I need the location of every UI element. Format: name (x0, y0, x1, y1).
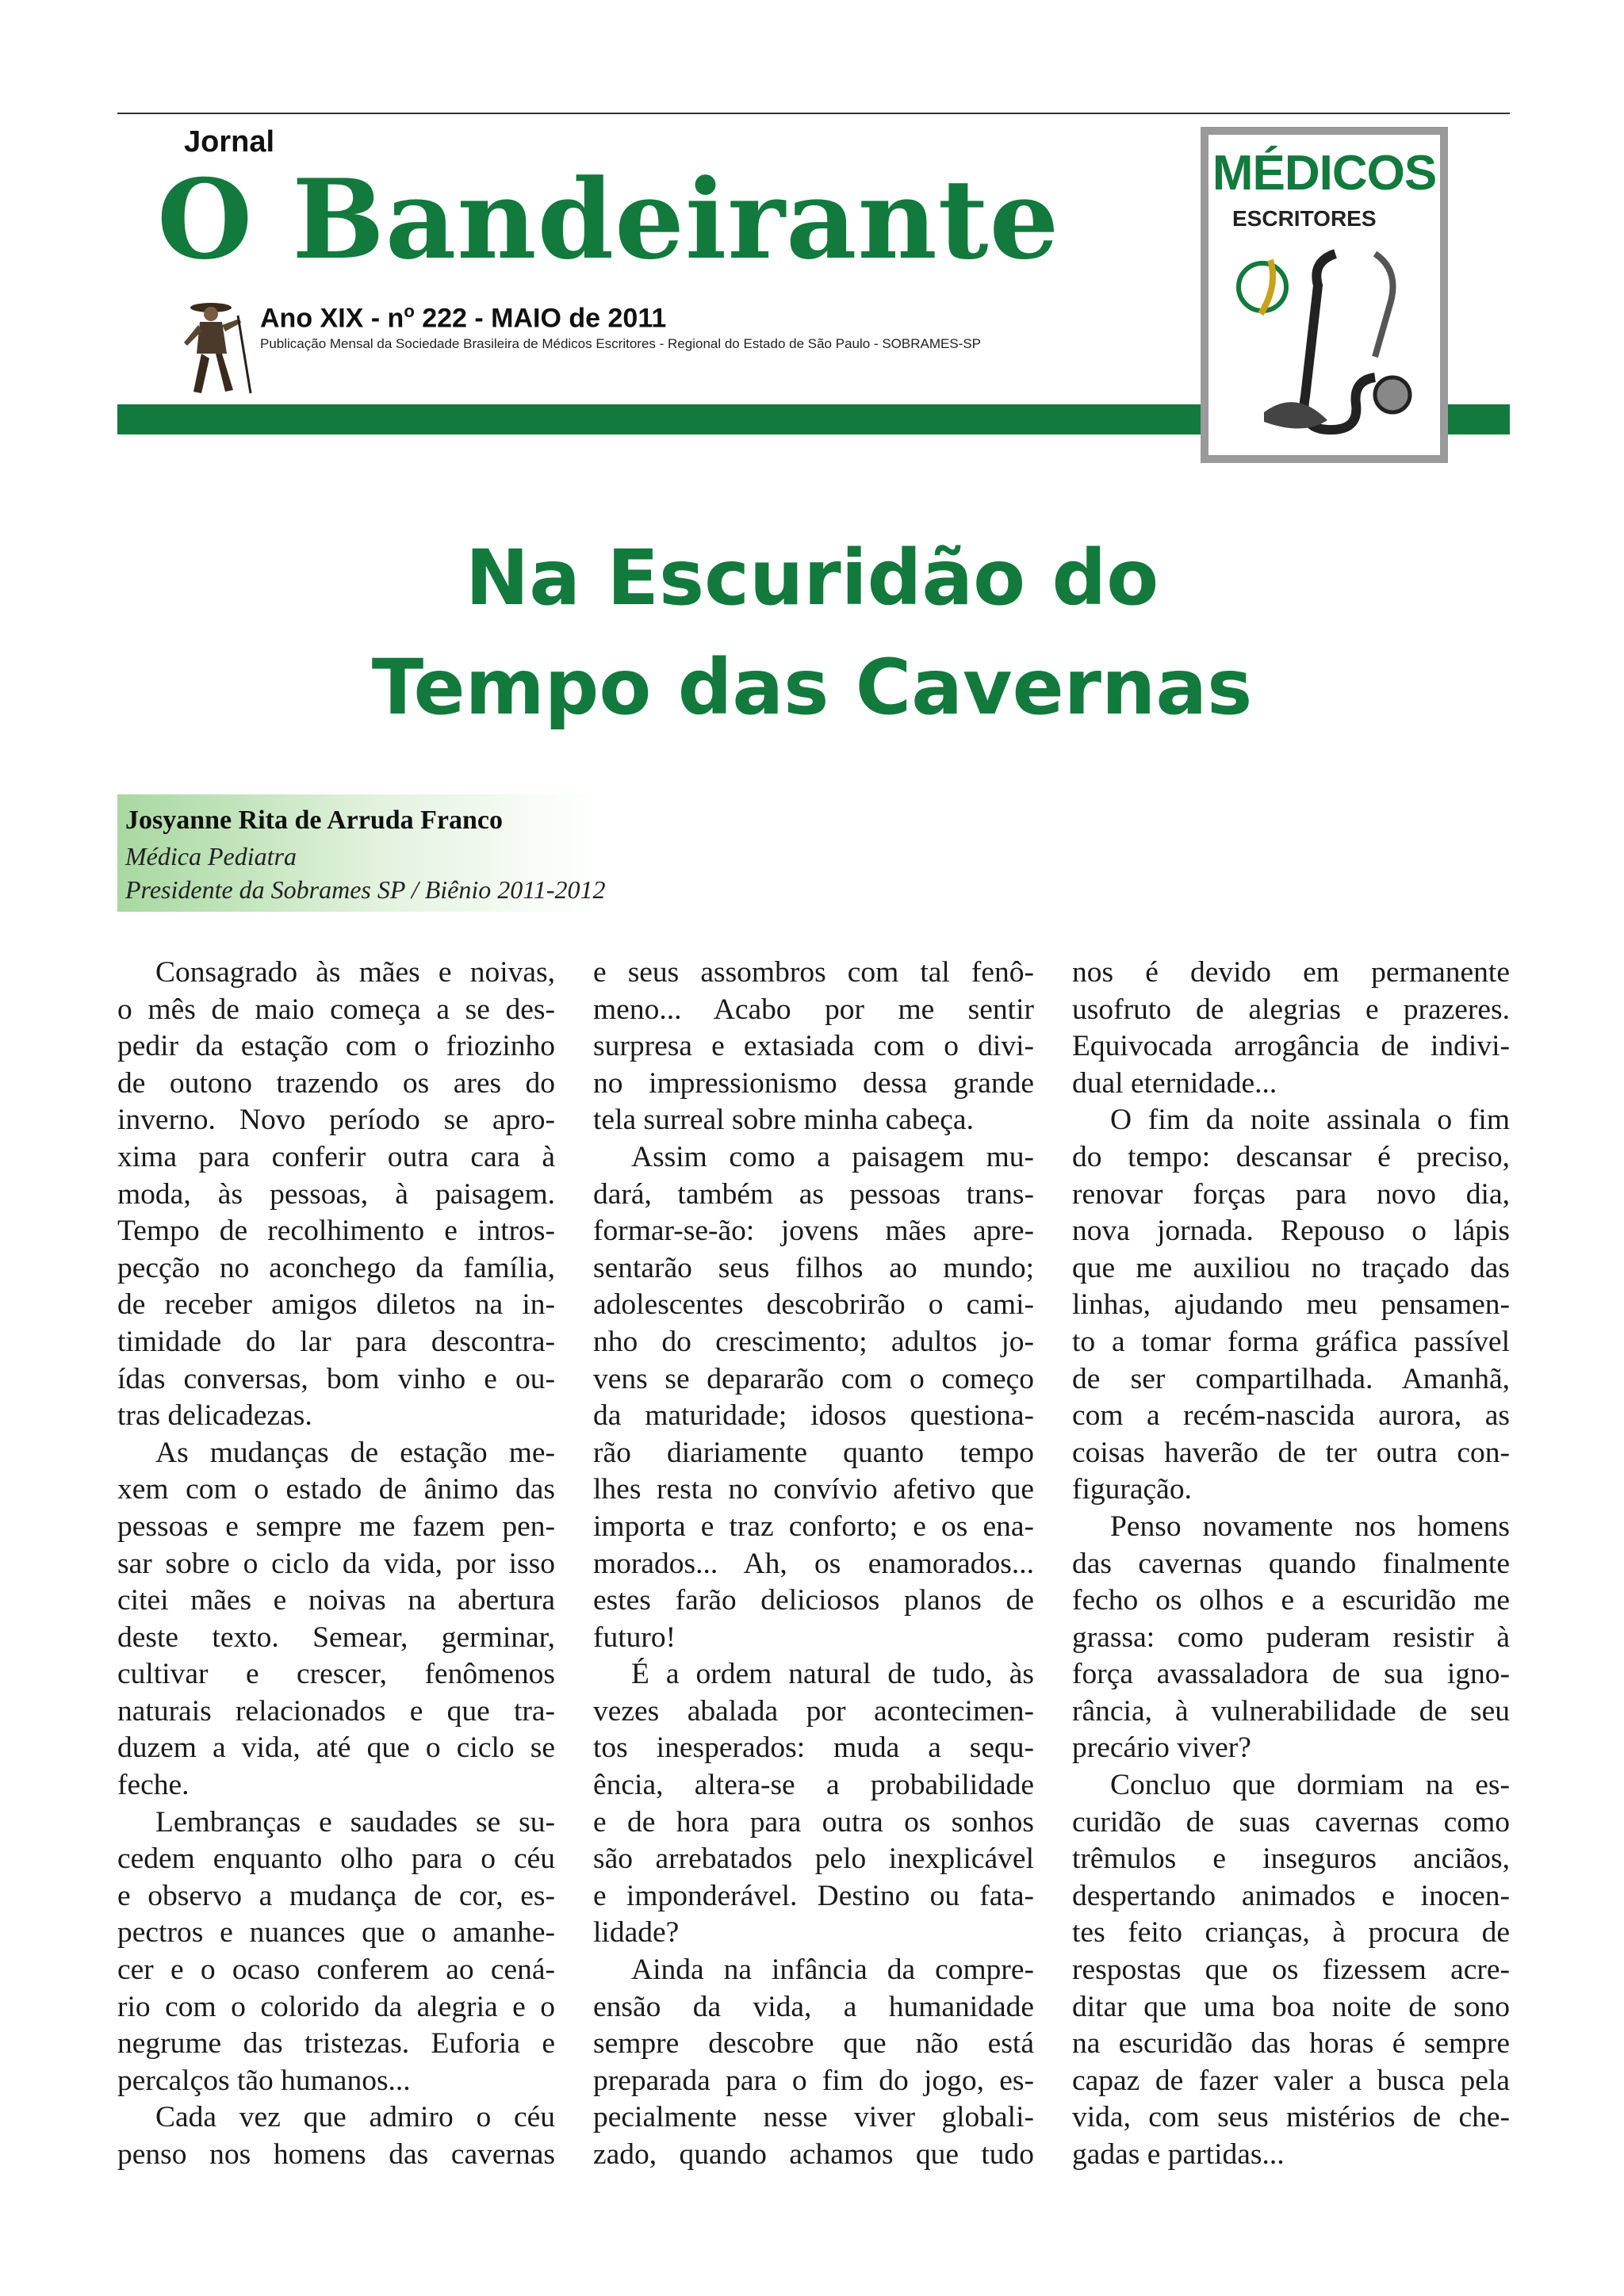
text-line: capaz de fazer valer a busca pela (1072, 2064, 1510, 2097)
text-line: na escuridão das horas é sempre (1072, 2027, 1510, 2061)
text-line: despertando animados e inocen- (1072, 1879, 1510, 1912)
text-line: nos é devido em permanente (1072, 956, 1510, 989)
text-line: cedem enquanto olho para o céu (117, 1843, 555, 1876)
text-line: citei mães e noivas na abertura (117, 1584, 555, 1617)
text-line: tos inesperados: muda a sequ- (593, 1732, 1034, 1765)
text-line: vida, com seus mistérios de che- (1072, 2101, 1510, 2134)
text-line: Equivocada arrogância de indivi- (1072, 1030, 1510, 1063)
text-line: precário viver? (1072, 1732, 1251, 1765)
text-line: xem com o estado de ânimo das (117, 1473, 555, 1506)
text-line: Assim como a paisagem mu- (631, 1140, 1034, 1173)
author-byline (117, 794, 720, 912)
text-line: estes farão deliciosos planos de (593, 1584, 1034, 1617)
stethoscope-icon (1216, 238, 1432, 447)
text-line: de outono trazendo os ares do (117, 1066, 555, 1100)
article-column-3 (1072, 955, 1510, 2174)
text-line: vezes abalada por acontecimen- (593, 1694, 1034, 1728)
author-position: Presidente da Sobrames SP / Biênio 2011-2012 (125, 875, 606, 904)
text-line: adolescentes descobrirão o cami- (593, 1288, 1034, 1322)
text-line: Ainda na infância da compre- (631, 1954, 1034, 1987)
text-line: usofruto de alegrias e prazeres. (1072, 993, 1510, 1026)
text-line: e observo a mudança de cor, es- (117, 1879, 555, 1912)
text-line: linhas, ajudando meu pensamen- (1072, 1288, 1510, 1322)
text-line: no impressionismo dessa grande (593, 1066, 1034, 1100)
text-line: O fim da noite assinala o fim (1110, 1104, 1510, 1137)
text-line: cer e o ocaso conferem ao cená- (117, 1954, 555, 1987)
text-line: ência, altera-se a probabilidade (593, 1769, 1034, 1802)
article-title-line-1: Na Escuridão do (465, 534, 1159, 622)
article-column-1 (117, 955, 555, 2174)
text-line: rão diariamente quanto tempo (593, 1436, 1034, 1469)
publisher-line: Publicação Mensal da Sociedade Brasileira de Médicos Escritores - Regional do Estado de São Paulo - SOBRAMES-SP (260, 336, 982, 351)
text-line: Lembranças e saudades se su- (155, 1805, 555, 1839)
text-line: lhes resta no convívio afetivo que (593, 1473, 1034, 1506)
text-line: morados... Ah, os enamorados... (593, 1547, 1034, 1580)
text-line: meno... Acabo por me sentir (593, 993, 1034, 1026)
text-line: coisas haverão de ter outra con- (1072, 1436, 1510, 1469)
stamp-subtitle: ESCRITORES (1232, 206, 1377, 231)
text-line: penso nos homens das cavernas (117, 2138, 555, 2171)
text-line: moda, às pessoas, à paisagem. (117, 1177, 555, 1211)
text-line: naturais relacionados e que tra- (117, 1694, 555, 1728)
text-line: nho do crescimento; adultos jo- (593, 1325, 1034, 1358)
text-line: pedir da estação com o friozinho (117, 1030, 555, 1063)
text-line: que me auxiliou no traçado das (1072, 1251, 1510, 1284)
text-line: são arrebatados pelo inexplicável (593, 1843, 1034, 1876)
text-line: grassa: como puderam resistir à (1072, 1621, 1510, 1654)
text-line: de ser compartilhada. Amanhã, (1072, 1362, 1510, 1395)
text-line: dual eternidade... (1072, 1066, 1277, 1100)
text-line: das cavernas quando finalmente (1072, 1547, 1510, 1580)
text-line: e de hora para outra os sonhos (593, 1805, 1034, 1839)
text-line: figuração. (1072, 1473, 1192, 1506)
text-line: cultivar e crescer, fenômenos (117, 1658, 555, 1691)
text-line: to a tomar forma gráfica passível (1072, 1325, 1510, 1358)
text-line: timidade do lar para descontra- (117, 1325, 555, 1358)
text-line: curidão de suas cavernas como (1072, 1805, 1510, 1839)
author-name: Josyanne Rita de Arruda Franco (125, 806, 503, 835)
text-line: e seus assombros com tal fenô- (593, 956, 1034, 989)
bandeirante-figure-icon (170, 295, 257, 398)
text-line: Consagrado às mães e noivas, (155, 956, 555, 989)
masthead-title: O Bandeirante (157, 155, 1060, 284)
text-line: preparada para o fim do jogo, es- (593, 2064, 1034, 2097)
text-line: deste texto. Semear, germinar, (117, 1621, 555, 1654)
text-line: dará, também as pessoas trans- (593, 1177, 1034, 1211)
text-line: da maturidade; idosos questiona- (593, 1399, 1034, 1433)
text-line: Tempo de recolhimento e intros- (117, 1215, 555, 1248)
text-line: Penso novamente nos homens (1110, 1510, 1510, 1543)
text-line: feche. (117, 1769, 190, 1802)
article-title-line-2: Tempo das Cavernas (371, 643, 1253, 732)
text-line: pecialmente nesse viver globali- (593, 2101, 1034, 2134)
text-line: importa e traz conforto; e os ena- (593, 1510, 1034, 1543)
text-line: É a ordem natural de tudo, às (631, 1658, 1034, 1691)
text-line: e imponderável. Destino ou fata- (593, 1879, 1034, 1912)
text-line: força avassaladora de sua igno- (1072, 1658, 1510, 1691)
text-line: pessoas e sempre me fazem pen- (117, 1510, 555, 1543)
text-line: trêmulos e inseguros anciãos, (1072, 1843, 1510, 1876)
text-line: pectros e nuances que o amanhe- (117, 1916, 555, 1950)
text-line: rio com o colorido da alegria e o (117, 1990, 555, 2023)
text-line: formar-se-ão: jovens mães apre- (593, 1215, 1034, 1248)
text-line: tes feito crianças, à procura de (1072, 1916, 1510, 1950)
article-column-2 (593, 955, 1034, 2174)
issue-info: Ano XIX - $n^o$ 222 - MAIO de 2011 (260, 301, 667, 334)
text-line: sempre descobre que não está (593, 2027, 1034, 2061)
text-line: rância, à vulnerabilidade de seu (1072, 1694, 1510, 1728)
text-line: nova jornada. Repouso o lápis (1072, 1215, 1510, 1248)
text-line: do tempo: descansar é preciso, (1072, 1140, 1510, 1173)
text-line: percalços tão humanos... (117, 2064, 411, 2097)
text-line: inverno. Novo período se apro- (117, 1104, 555, 1137)
text-line: sentarão seus filhos ao mundo; (593, 1251, 1034, 1284)
text-line: pecção no aconchego da família, (117, 1251, 555, 1284)
stamp-title: MÉDICOS (1212, 146, 1437, 201)
text-line: Cada vez que admiro o céu (155, 2101, 555, 2134)
text-line: fecho os olhos e a escuridão me (1072, 1584, 1510, 1617)
text-line: renovar forças para novo dia, (1072, 1177, 1510, 1211)
text-line: o mês de maio começa a se des- (117, 993, 555, 1026)
text-line: zado, quando achamos que tudo (593, 2138, 1034, 2171)
text-line: surpresa e extasiada com o divi- (593, 1030, 1034, 1063)
article-title (0, 523, 1624, 742)
text-line: As mudanças de estação me- (155, 1436, 555, 1469)
text-line: sar sobre o ciclo da vida, por isso (117, 1547, 555, 1580)
text-line: Concluo que dormiam na es- (1110, 1769, 1510, 1802)
author-role: Médica Pediatra (125, 842, 297, 871)
text-line: com a recém-nascida aurora, as (1072, 1399, 1510, 1433)
text-line: duzem a vida, até que o ciclo se (117, 1732, 555, 1765)
text-line: ídas conversas, bom vinho e ou- (117, 1362, 555, 1395)
text-line: ensão da vida, a humanidade (593, 1990, 1034, 2023)
text-line: tela surreal sobre minha cabeça. (593, 1104, 974, 1137)
text-line: futuro! (593, 1621, 676, 1654)
text-line: vens se depararão com o começo (593, 1362, 1034, 1395)
text-line: tras delicadezas. (117, 1399, 312, 1433)
text-line: gadas e partidas... (1072, 2138, 1285, 2171)
text-line: lidade? (593, 1916, 680, 1950)
text-line: negrume das tristezas. Euforia e (117, 2027, 555, 2061)
header-top-rule (117, 113, 1510, 114)
text-line: respostas que os fizessem acre- (1072, 1954, 1510, 1987)
text-line: ditar que uma boa noite de sono (1072, 1990, 1510, 2023)
masthead-kicker: Jornal (184, 125, 275, 159)
text-line: xima para conferir outra cara à (117, 1140, 555, 1173)
text-line: de receber amigos diletos na in- (117, 1288, 555, 1322)
medicos-escritores-stamp (1201, 127, 1448, 463)
